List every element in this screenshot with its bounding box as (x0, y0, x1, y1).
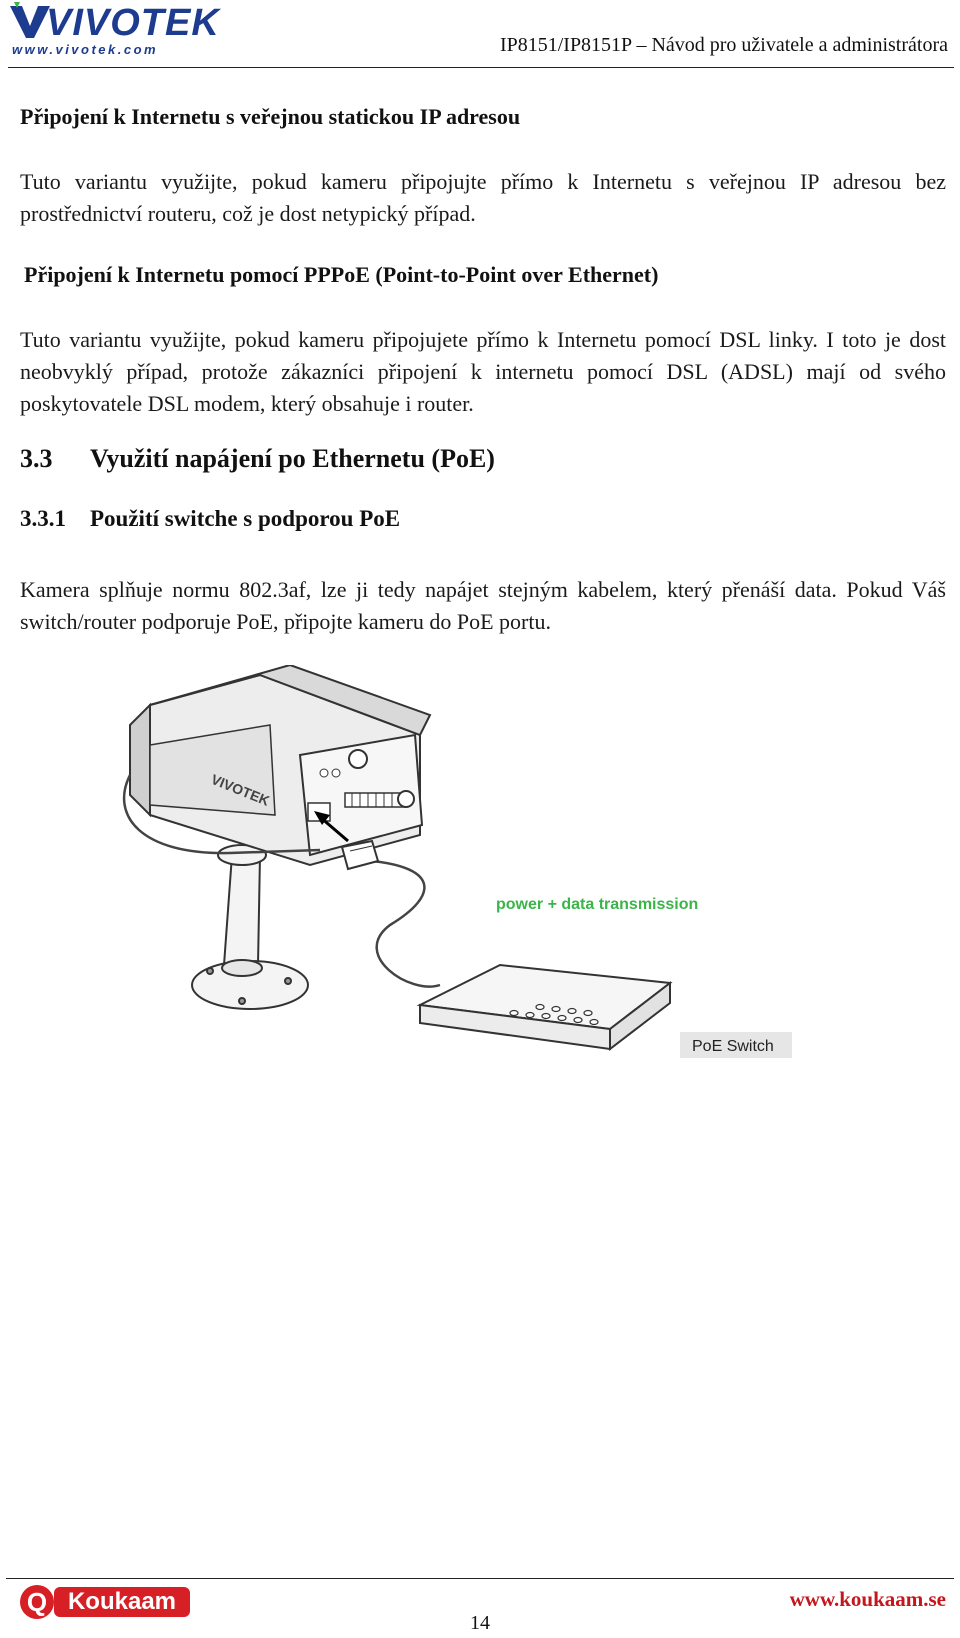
footer-url: www.koukaam.se (789, 1587, 946, 1611)
section-title: Použití switche s podporou PoE (90, 506, 401, 531)
paragraph-static-ip: Tuto variantu využijte, pokud kameru připojujte přímo k Internetu s veřejnou IP adresou bez prostřednictví routeru, což je dost netypický případ. (20, 169, 946, 226)
document-title: IP8151/IP8151P – Návod pro uživatele a administrátora (499, 34, 948, 56)
section-number: 3.3 (20, 444, 53, 473)
vivotek-logo-url: www.vivotek.com (12, 42, 159, 57)
koukaam-logo-mark-icon: Q (20, 1585, 54, 1619)
koukaam-logo-text: Koukaam (54, 1587, 190, 1617)
section-heading-3-3 (20, 444, 495, 474)
camera-stand-icon (192, 845, 308, 1009)
footer-divider (6, 1578, 954, 1579)
ethernet-cable (360, 860, 440, 987)
heading-pppoe: Připojení k Internetu pomocí PPPoE (Point-to-Point over Ethernet) (24, 262, 659, 287)
power-data-label: power + data transmission (496, 896, 699, 913)
camera-brand-label: VIVOTEK (208, 770, 272, 809)
section-number: 3.3.1 (20, 506, 66, 531)
ip-camera-icon (130, 665, 430, 865)
section-title: Využití napájení po Ethernetu (PoE) (90, 444, 495, 473)
poe-switch-icon (420, 965, 670, 1049)
paragraph-poe-switch: Kamera splňuje normu 802.3af, lze ji tedy napájet stejným kabelem, který přenáší data. Pokud Váš switch/router podporuje PoE, připojte kameru do PoE portu. (20, 577, 946, 634)
section-heading-3-3-1 (20, 506, 401, 532)
rj45-plug-icon (342, 841, 378, 869)
poe-switch-label: PoE Switch (692, 1038, 774, 1055)
vivotek-logo-text: VIVOTEK (46, 2, 220, 44)
page-header (0, 0, 960, 70)
heading-static-ip: Připojení k Internetu s veřejnou statickou IP adresou (20, 104, 521, 129)
header-divider (8, 67, 954, 68)
paragraph-pppoe: Tuto variantu využijte, pokud kameru připojujete přímo k Internetu pomocí DSL linky. I toto je dost neobvyklý případ, protože zákazníci připojení k internetu pomocí DSL (ADSL) mají od svého poskytovatele DSL modem, který obsahuje i router. (20, 327, 946, 416)
poe-connection-figure (110, 665, 830, 1075)
vivotek-logo (8, 2, 220, 60)
page-number: 14 (470, 1612, 490, 1634)
poe-diagram (110, 665, 830, 1075)
